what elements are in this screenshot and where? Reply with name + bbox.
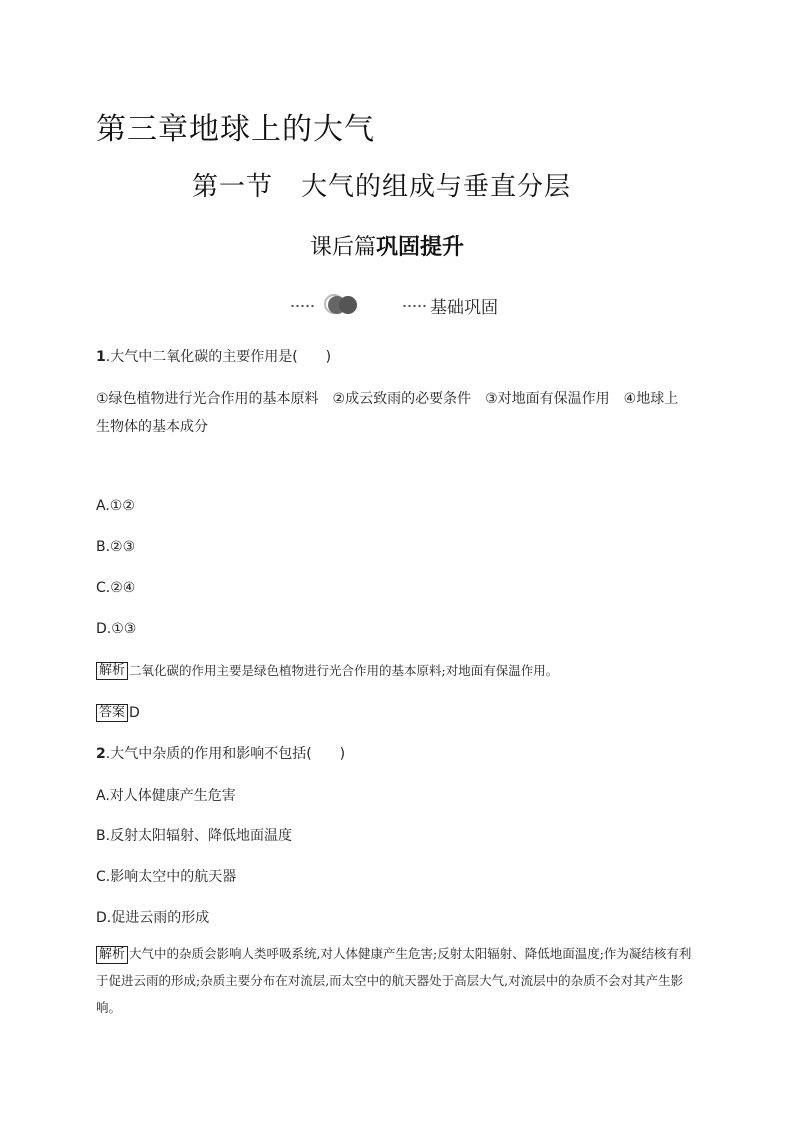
question-2-stem [96,743,345,763]
question-number: 1 [96,349,106,365]
section-divider [290,290,530,320]
question-text: .大气中二氧化碳的主要作用是( ) [105,349,332,365]
question-1-stem [96,346,331,366]
section-number: 第一节 [192,172,274,202]
question-2-analysis [96,940,700,1021]
option-c: C.②④ [96,580,136,596]
divider-label: 基础巩固 [430,298,498,318]
subtitle-plain: 课后篇 [310,235,377,260]
question-number: 2 [96,746,106,762]
answer-tag: 答案 [96,704,128,722]
question-1-answer [96,702,140,722]
section-name: 大气的组成与垂直分层 [301,172,572,202]
dots-left-icon [290,304,316,308]
option-b: B.②③ [96,539,136,555]
circle-icon [339,296,357,314]
option-d: D.①③ [96,621,137,637]
question-1-statements-line1: ①绿色植物进行光合作用的基本原料 ②成云致雨的必要条件 ③对地面有保温作用 ④地球上 [96,391,679,407]
section-title [192,166,571,203]
analysis-text: 大气中的杂质会影响人类呼吸系统,对人体健康产生危害;反射太阳辐射、降低地面温度;作为凝结核有利于促进云雨的形成;杂质主要分布在对流层,而太空中的航天器处于高层大气,对流层中的杂质不会对其产生影响。 [96,946,692,1015]
option-a: A.对人体健康产生危害 [96,788,236,804]
page-subtitle [310,230,464,261]
question-1-statements-line2: 生物体的基本成分 [96,419,208,435]
option-d: D.促进云雨的形成 [96,910,210,926]
option-b: B.反射太阳辐射、降低地面温度 [96,828,293,844]
option-a: A.①② [96,498,135,514]
answer-text: D [129,705,140,721]
option-c: C.影响太空中的航天器 [96,869,237,885]
question-text: .大气中杂质的作用和影响不包括( ) [105,746,346,762]
analysis-tag: 解析 [96,662,128,680]
analysis-tag: 解析 [96,946,128,964]
subtitle-bold: 巩固提升 [376,235,465,260]
analysis-text: 二氧化碳的作用主要是绿色植物进行光合作用的基本原料;对地面有保温作用。 [129,663,559,678]
question-1-analysis [96,660,558,680]
chapter-title: 第三章地球上的大气 [96,112,375,147]
dots-right-icon [402,304,428,308]
